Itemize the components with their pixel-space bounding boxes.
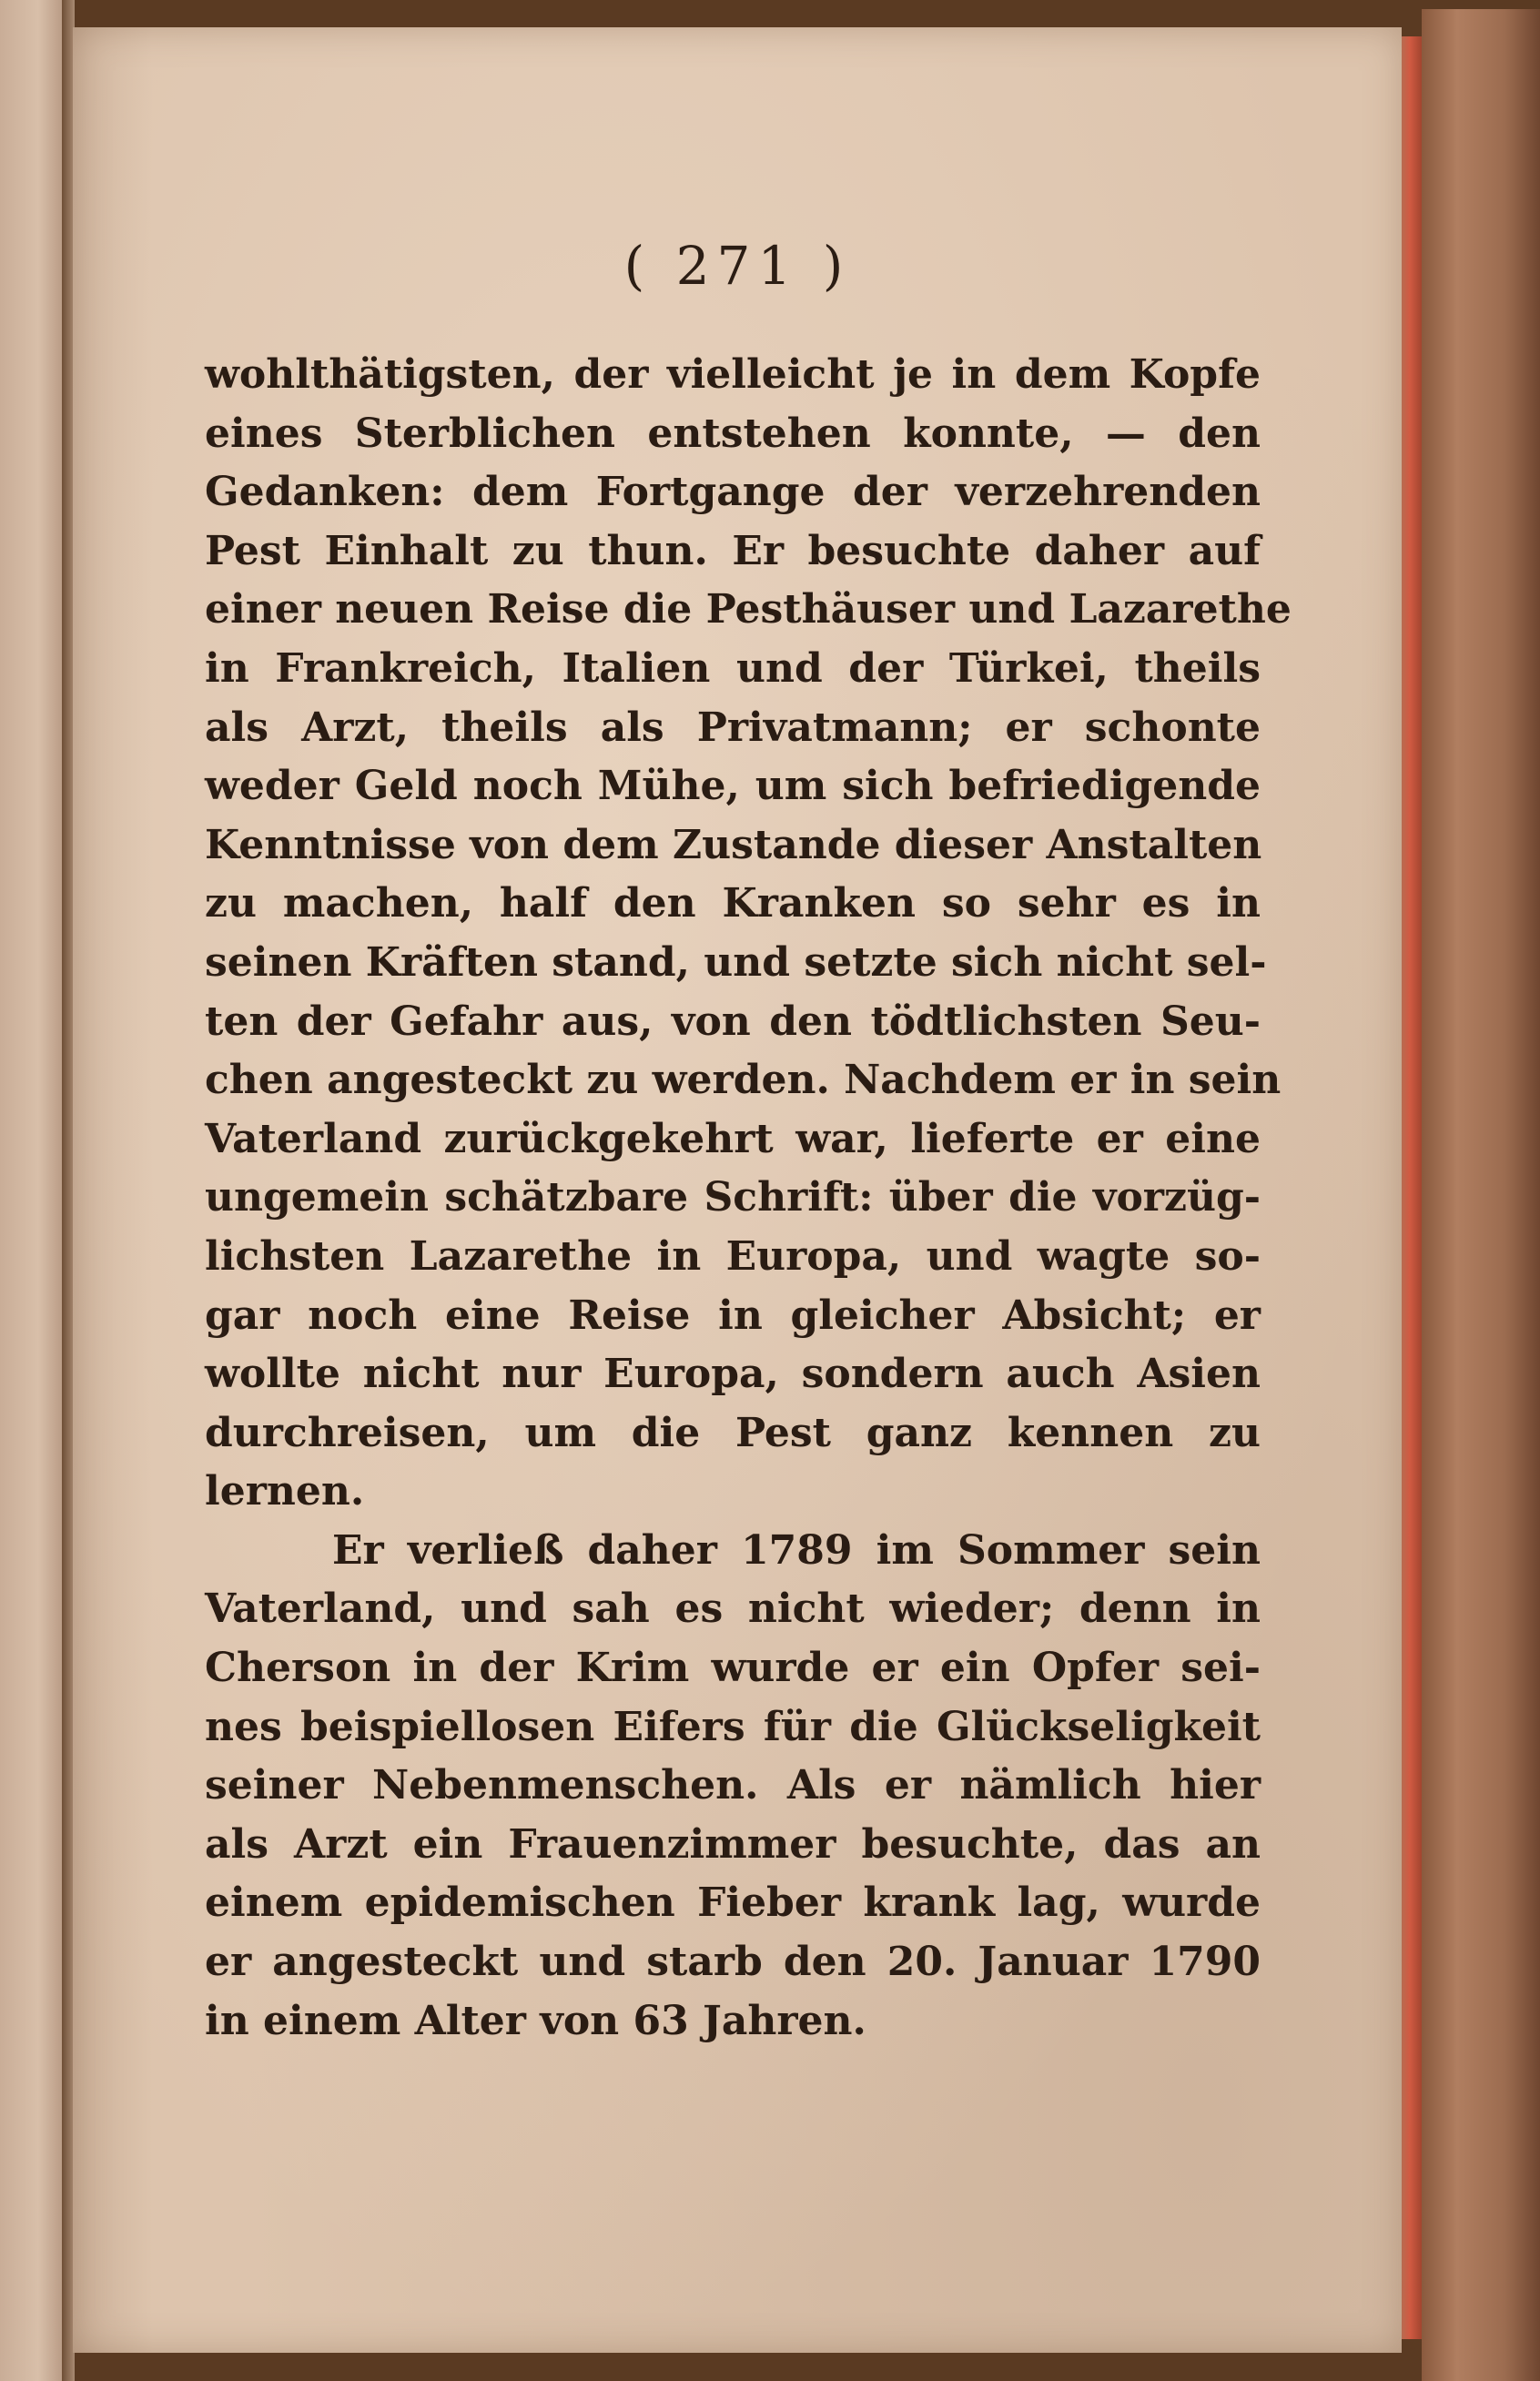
- text-line: lernen.: [205, 1468, 365, 1515]
- text-line: weder Geld noch Mühe, um sich befriedigende: [205, 763, 1261, 810]
- text-line: eines Sterblichen entstehen konnte, — den: [205, 410, 1261, 457]
- text-line: ungemein schätzbare Schrift: über die vorzüg-: [205, 1174, 1261, 1221]
- text-line: Cherson in der Krim wurde er ein Opfer sei-: [205, 1645, 1261, 1692]
- text-line: wohlthätigsten, der vielleicht je in dem Kopfe: [205, 351, 1261, 398]
- text-line: durchreisen, um die Pest ganz kennen zu: [205, 1409, 1261, 1456]
- page-number: ( 271 ): [623, 235, 851, 297]
- text-line: Gedanken: dem Fortgange der verzehrenden: [205, 469, 1261, 516]
- text-line: nes beispiellosen Eifers für die Glückseligkeit: [205, 1703, 1261, 1750]
- text-line: Vaterland zurückgekehrt war, lieferte er eine: [205, 1115, 1261, 1162]
- book-cover-edge: [1422, 9, 1540, 2381]
- body-text: [205, 346, 1292, 2051]
- text-line: als Arzt, theils als Privatmann; er schonte: [205, 704, 1261, 751]
- text-line: Er verließ daher 1789 im Sommer sein: [332, 1526, 1261, 1574]
- text-line: einer neuen Reise die Pesthäuser und Lazarethe: [205, 586, 1292, 633]
- text-line: Vaterland, und sah es nicht wieder; denn in: [205, 1586, 1261, 1633]
- facing-page-edge: [0, 0, 66, 2381]
- text-line: in Frankreich, Italien und der Türkei, theils: [205, 644, 1261, 692]
- text-line: wollte nicht nur Europa, sondern auch Asien: [205, 1351, 1261, 1398]
- text-line: chen angesteckt zu werden. Nachdem er in sein: [205, 1057, 1282, 1104]
- book-page: [73, 27, 1402, 2353]
- text-line: in einem Alter von 63 Jahren.: [205, 1997, 866, 2044]
- red-page-edge: [1402, 36, 1422, 2339]
- text-line: lichsten Lazarethe in Europa, und wagte so-: [205, 1232, 1261, 1280]
- text-line: er angesteckt und starb den 20. Januar 1790: [205, 1939, 1261, 1986]
- text-line: ten der Gefahr aus, von den tödtlichsten Seu-: [205, 998, 1261, 1045]
- text-line: Pest Einhalt zu thun. Er besuchte daher auf: [205, 527, 1261, 574]
- text-line: Kenntnisse von dem Zustande dieser Anstalten: [205, 821, 1262, 868]
- text-line: als Arzt ein Frauenzimmer besuchte, das an: [205, 1820, 1261, 1868]
- text-line: gar noch eine Reise in gleicher Absicht; er: [205, 1292, 1261, 1339]
- text-line: zu machen, half den Kranken so sehr es in: [205, 880, 1261, 927]
- text-line: seinen Kräften stand, und setzte sich nicht sel-: [205, 938, 1267, 986]
- text-line: einem epidemischen Fieber krank lag, wurde: [205, 1879, 1261, 1927]
- text-line: seiner Nebenmenschen. Als er nämlich hier: [205, 1762, 1261, 1809]
